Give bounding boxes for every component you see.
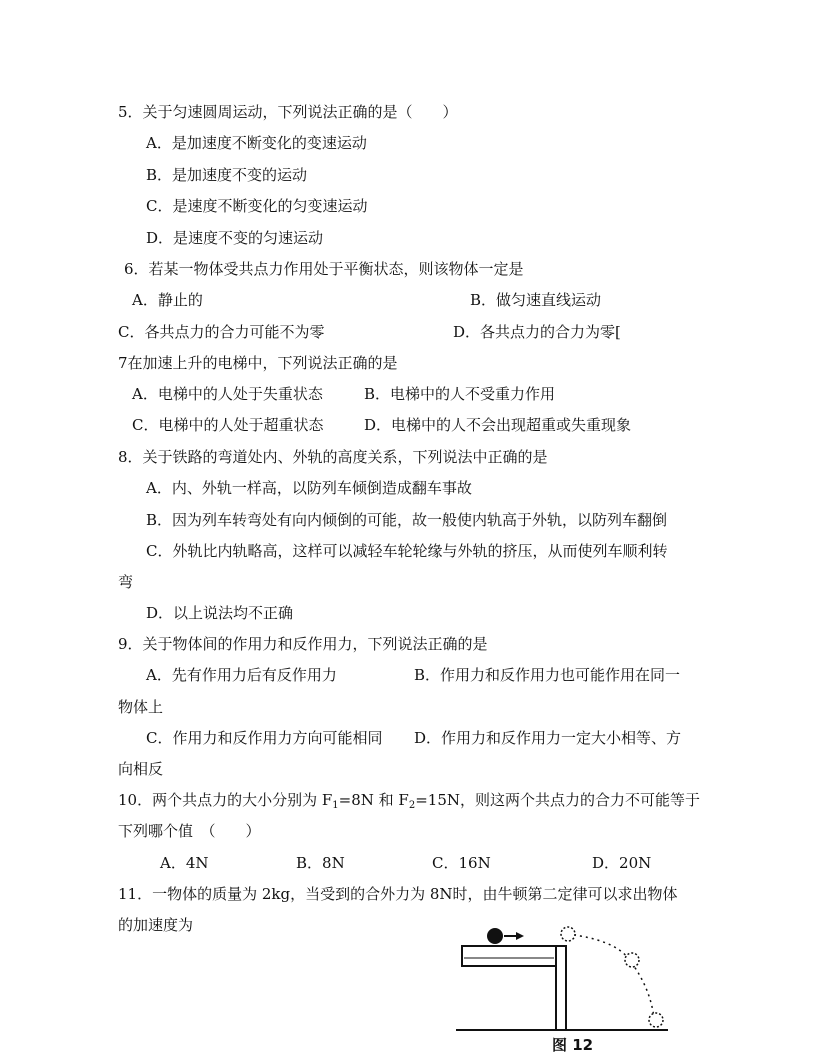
q8-option-a: A．内、外轨一样高，以防列车倾倒造成翻车事故: [146, 479, 472, 497]
q9-option-d-line2: 向相反: [118, 760, 164, 778]
q10-stem-part1: 10．两个共点力的大小分别为 F: [118, 791, 333, 809]
q9-option-b-line1: B．作用力和反作用力也可能作用在同一: [414, 666, 681, 684]
q5-option-d: D．是速度不变的匀速运动: [146, 229, 324, 247]
q7-stem: 7在加速上升的电梯中，下列说法正确的是: [118, 354, 398, 372]
q9-stem: 9．关于物体间的作用力和反作用力，下列说法正确的是: [118, 635, 488, 653]
q11-stem-line1: 11．一物体的质量为 2kg，当受到的合外力为 8N时，由牛顿第二定律可以求出物体: [118, 885, 678, 903]
ball: [487, 928, 503, 944]
q10-subscript-2: 2: [408, 800, 416, 811]
table: [462, 946, 566, 1030]
q8-option-c-line2: 弯: [118, 573, 134, 591]
q5-option-a: A．是加速度不断变化的变速运动: [146, 134, 367, 152]
q10-stem-part3: =15N，则这两个共点力的合力不可能等于: [415, 791, 700, 809]
q7-option-a: A．电梯中的人处于失重状态: [132, 385, 323, 403]
q10-option-c: C．16N: [432, 854, 491, 872]
q9-option-d-line1: D．作用力和反作用力一定大小相等、方: [414, 729, 682, 747]
q10-option-b: B．8N: [296, 854, 345, 872]
q9-option-a: A．先有作用力后有反作用力: [146, 666, 337, 684]
trajectory-path: [568, 934, 654, 1018]
q6-option-c: C．各共点力的合力可能不为零: [118, 323, 325, 341]
q7-option-b: B．电梯中的人不受重力作用: [364, 385, 556, 403]
projectile-diagram: [456, 920, 686, 1056]
q6-option-b: B．做匀速直线运动: [470, 291, 602, 309]
arrow-right-icon: [504, 932, 524, 940]
q9-option-c: C．作用力和反作用力方向可能相同: [146, 729, 383, 747]
q7-option-d: D．电梯中的人不会出现超重或失重现象: [364, 416, 632, 434]
q10-stem-line1: [118, 790, 700, 816]
figure-caption: 图 12: [552, 1036, 594, 1054]
q8-option-b: B．因为列车转弯处有向内倾倒的可能，故一般使内轨高于外轨，以防列车翻倒: [146, 511, 668, 529]
q7-option-c: C．电梯中的人处于超重状态: [132, 416, 324, 434]
q5-option-b: B．是加速度不变的运动: [146, 166, 308, 184]
q6-option-d: D．各共点力的合力为零[: [453, 323, 621, 341]
q8-option-d: D．以上说法均不正确: [146, 604, 294, 622]
q10-option-d: D．20N: [592, 854, 652, 872]
ball-position-2: [625, 953, 639, 967]
q11-stem-line2: 的加速度为: [118, 916, 194, 934]
q10-stem-line2: 下列哪个值 （ ）: [118, 822, 261, 840]
q8-stem: 8．关于铁路的弯道处内、外轨的高度关系，下列说法中正确的是: [118, 448, 548, 466]
q5-option-c: C．是速度不断变化的匀变速运动: [146, 197, 368, 215]
q5-stem: 5．关于匀速圆周运动，下列说法正确的是（ ）: [118, 103, 458, 121]
ball-position-3: [649, 1013, 663, 1027]
figure-12: [456, 920, 686, 1060]
q10-stem-part2: =8N 和 F: [338, 791, 409, 809]
q10-option-a: A．4N: [160, 854, 209, 872]
ball-position-1: [561, 927, 575, 941]
q9-option-b-line2: 物体上: [118, 698, 164, 716]
q6-stem: 6．若某一物体受共点力作用处于平衡状态，则该物体一定是: [124, 260, 524, 278]
q6-option-a: A．静止的: [132, 291, 203, 309]
q8-option-c-line1: C．外轨比内轨略高，这样可以减轻车轮轮缘与外轨的挤压，从而使列车顺利转: [146, 542, 668, 560]
q10-subscript-1: 1: [332, 800, 339, 811]
